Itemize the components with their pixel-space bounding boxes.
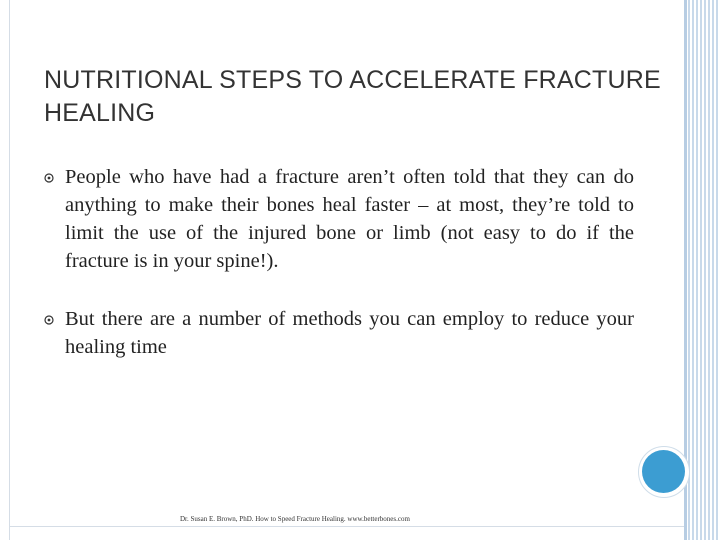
footer-citation: Dr. Susan E. Brown, PhD. How to Speed Fracture Healing. www.betterbones.com [180, 515, 410, 523]
bullet-item [44, 163, 634, 275]
bullet-item [44, 305, 634, 361]
circle-bullet-icon [44, 173, 54, 183]
decorative-stripes [684, 0, 720, 540]
frame-bottom-line [9, 526, 689, 527]
bullet-text: But there are a number of methods you can employ to reduce your healing time [65, 308, 634, 358]
decorative-circle [642, 450, 685, 493]
bullet-text: People who have had a fracture aren’t often told that they can do anything to make their bones heal faster – at most, they’re told to limit the use of the injured bone or limb (not easy to do if the fracture is in your spine!). [65, 166, 634, 272]
slide-title: NUTRITIONAL STEPS TO ACCELERATE FRACTURE HEALING [44, 66, 661, 127]
bullet-list [44, 163, 634, 361]
frame-left-line [9, 0, 10, 540]
circle-bullet-icon [44, 315, 54, 325]
